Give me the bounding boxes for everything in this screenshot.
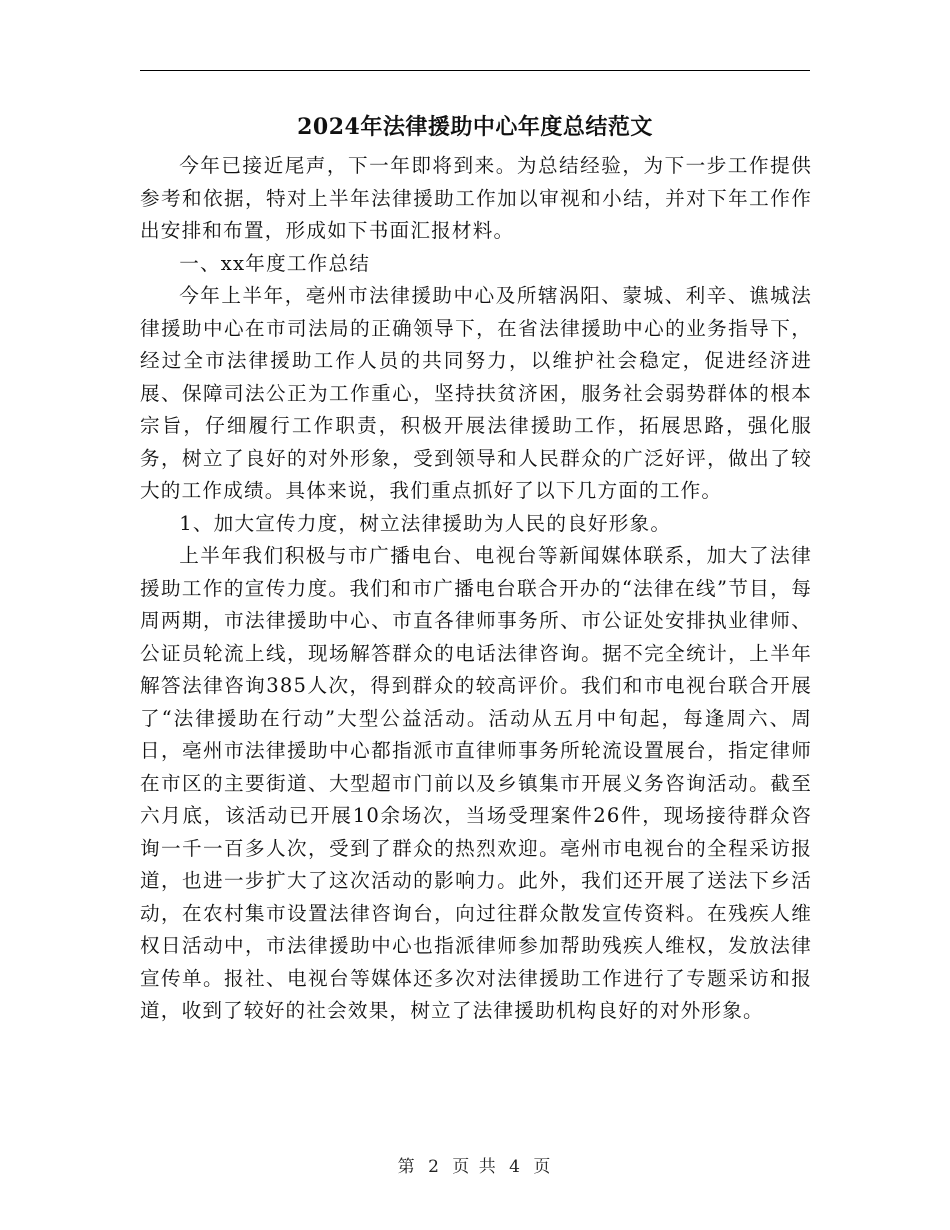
footer-total-pages: 4 <box>509 1157 522 1177</box>
page-number-footer <box>0 1152 950 1177</box>
subsection-heading: 1、加大宣传力度，树立法律援助为人民的良好形象。 <box>179 511 672 535</box>
footer-suffix: 页 <box>533 1157 553 1177</box>
paragraph-intro: 今年已接近尾声，下一年即将到来。为总结经验，为下一步工作提供参考和依据，特对上半年法律援助工作加以审视和小结，并对下年工作作出安排和布置，形成如下书面汇报材料。 <box>140 154 812 242</box>
footer-current-page: 2 <box>428 1157 441 1177</box>
document-title: 2024年法律援助中心年度总结范文 <box>297 114 653 140</box>
footer-prefix: 第 <box>397 1157 417 1177</box>
paragraph-overview: 今年上半年，亳州市法律援助中心及所辖涡阳、蒙城、利辛、谯城法律援助中心在市司法局的正确领导下，在省法律援助中心的业务指导下，经过全市法律援助工作人员的共同努力，以维护社会稳定，促进经济进展、保障司法公正为工作重心，坚持扶贫济困，服务社会弱势群体的根本宗旨，仔细履行工作职责，积极开展法律援助工作，拓展思路，强化服务，树立了良好的对外形象，受到领导和人民群众的广泛好评，做出了较大的工作成绩。具体来说，我们重点抓好了以下几方面的工作。 <box>140 284 812 502</box>
document-body <box>140 150 812 1028</box>
footer-middle: 页 共 <box>452 1157 498 1177</box>
header-rule <box>140 70 810 71</box>
section-heading: 一、xx年度工作总结 <box>179 251 371 275</box>
paragraph-publicity: 上半年我们积极与市广播电台、电视台等新闻媒体联系，加大了法律援助工作的宣传力度。我们和市广播电台联合开办的“法律在线”节目，每周两期，市法律援助中心、市直各律师事务所、市公证处安排执业律师、公证员轮流上线，现场解答群众的电话法律咨询。据不完全统计，上半年解答法律咨询385人次，得到群众的较高评价。我们和市电视台联合开展了“法律援助在行动”大型公益活动。活动从五月中旬起，每逢周六、周日，亳州市法律援助中心都指派市直律师事务所轮流设置展台，指定律师在市区的主要街道、大型超市门前以及乡镇集市开展义务咨询活动。截至六月底，该活动已开展10余场次，当场受理案件26件，现场接待群众咨询一千一百多人次，受到了群众的热烈欢迎。亳州市电视台的全程采访报道，也进一步扩大了这次活动的影响力。此外，我们还开展了送法下乡活动，在农村集市设置法律咨询台，向过往群众散发宣传资料。在残疾人维权日活动中，市法律援助中心也指派律师参加帮助残疾人维权，发放法律宣传单。报社、电视台等媒体还多次对法律援助工作进行了专题采访和报道，收到了较好的社会效果，树立了法律援助机构良好的对外形象。 <box>140 544 812 1022</box>
